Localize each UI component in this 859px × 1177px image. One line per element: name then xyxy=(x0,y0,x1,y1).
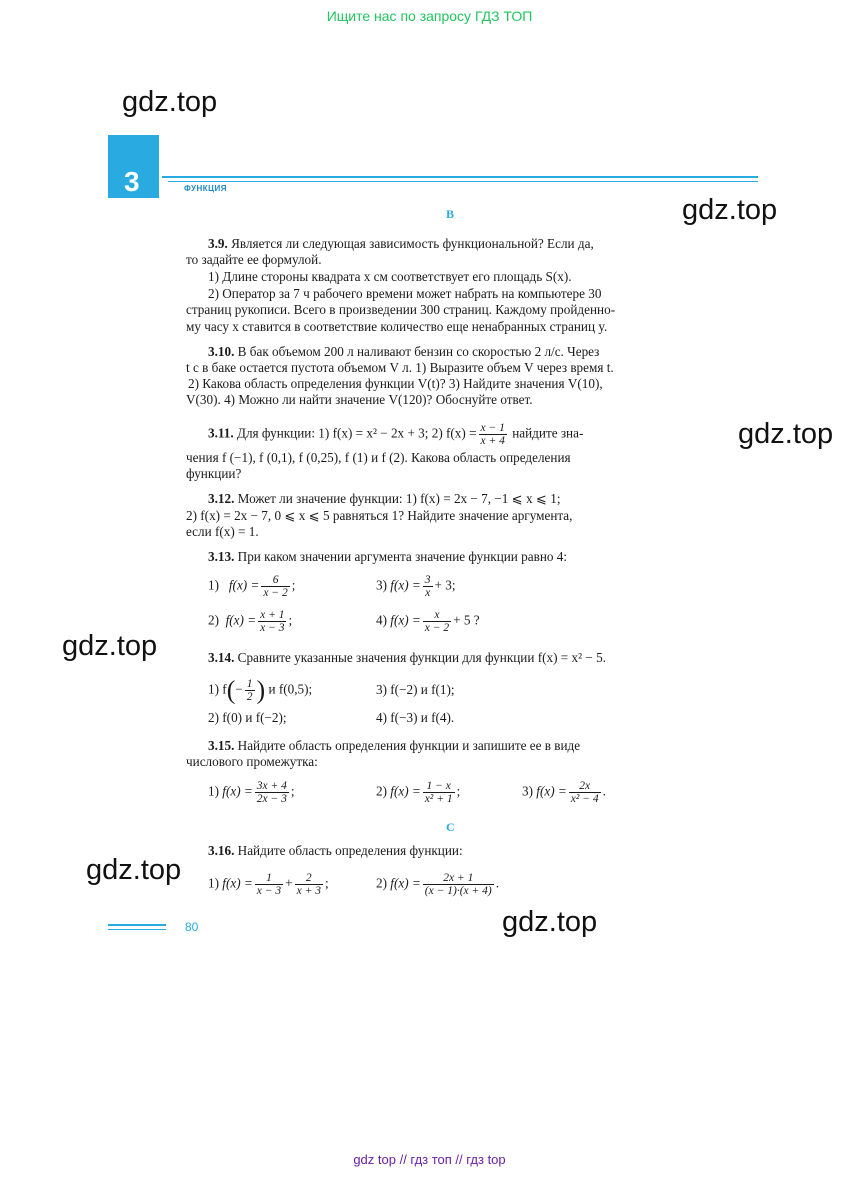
formula-tail: ; xyxy=(324,875,329,891)
denominator: x² + 1 xyxy=(424,793,453,805)
section-label: C xyxy=(446,820,455,834)
formula-item xyxy=(522,780,606,805)
numerator: 2 xyxy=(295,872,323,885)
formula-item xyxy=(376,609,480,634)
right-paren: ) xyxy=(256,675,266,705)
bottom-links[interactable]: gdz top // гдз топ // гдз top xyxy=(353,1152,506,1167)
watermark: gdz.top xyxy=(62,630,158,662)
problem-number: 3.14. xyxy=(208,650,235,665)
footer-rule xyxy=(108,924,166,926)
formula-tail: + 5 ? xyxy=(453,612,480,628)
denominator: x − 2 xyxy=(424,622,450,634)
section-label: B xyxy=(446,207,455,221)
formula-item: 1) f(− $\frac{1}{2}$ ) и f(0,5); xyxy=(208,675,313,705)
formula-lhs: f(x) = xyxy=(228,577,260,593)
problem-text: страниц рукописи. Всего в произведении 300 страниц. Каждому пройденно- xyxy=(186,302,616,317)
chapter-rule xyxy=(168,181,758,182)
item-label: 1) xyxy=(208,783,219,799)
problem-text: 2) Какова область определения функции V(t)? 3) Найдите значения V(10), xyxy=(188,376,603,391)
item-text: и f(0,5); xyxy=(268,681,313,697)
formula-item: 2) f(0) и f(−2); xyxy=(208,710,287,725)
problem-3-12-line xyxy=(208,491,561,507)
formula-lhs: f(x) = xyxy=(390,577,421,593)
problem-text: если f(x) = 1. xyxy=(186,524,259,539)
item-label: 1) xyxy=(208,577,219,593)
problem-text: му часу x ставится в соответствие количество еще ненабранных страниц y. xyxy=(186,319,608,334)
problem-text: Является ли следующая зависимость функциональной? Если да, xyxy=(231,236,594,251)
chapter-rule xyxy=(162,176,758,178)
formula-item xyxy=(376,780,460,805)
formula-tail: ; xyxy=(290,783,295,799)
problem-text: Найдите область определения функции и запишите ее в виде xyxy=(237,738,581,753)
problem-3-10-line xyxy=(208,344,599,360)
formula-item xyxy=(376,574,456,599)
formula-item xyxy=(376,872,499,897)
numerator: 6 xyxy=(261,574,289,587)
problem-text: функции? xyxy=(186,466,242,481)
fraction xyxy=(261,574,289,599)
item-label: 4) xyxy=(376,612,387,628)
item-label: 3) xyxy=(376,577,387,593)
problem-text: числового промежутка: xyxy=(186,754,318,769)
denominator: x + 4 xyxy=(480,435,505,447)
watermark: gdz.top xyxy=(682,194,778,226)
denominator: x − 3 xyxy=(256,885,282,897)
problem-number: 3.9. xyxy=(208,236,228,251)
problem-number: 3.13. xyxy=(208,549,235,564)
problem-text: t с в баке остается пустота объемом V л. 1) Выразите объем V через время t. xyxy=(186,360,614,375)
footer-rule xyxy=(108,929,166,930)
chapter-title: ФУНКЦИЯ xyxy=(184,184,228,193)
formula-tail: ; xyxy=(288,612,293,628)
problem-text: В бак объемом 200 л наливают бензин со скоростью 2 л/с. Через xyxy=(237,344,600,359)
problem-text: При каком значении аргумента значение функции равно 4: xyxy=(237,549,568,564)
item-label: 2) xyxy=(376,783,387,799)
denominator: x − 3 xyxy=(260,622,285,634)
fraction xyxy=(295,872,323,897)
fraction xyxy=(479,422,507,447)
denominator: 2x − 3 xyxy=(256,793,287,805)
numerator: x + 1 xyxy=(260,609,285,621)
plus-sign: + xyxy=(285,875,293,891)
page-number: 80 xyxy=(185,920,199,934)
formula-item xyxy=(208,780,295,805)
formula-lhs: f(x) = xyxy=(390,783,421,799)
problem-text: 2) f(x) = 2x − 7, 0 ⩽ x ⩽ 5 равняться 1? Найдите значение аргумента, xyxy=(186,508,573,523)
formula-item: 3) f(−2) и f(1); xyxy=(376,682,455,697)
watermark: gdz.top xyxy=(122,86,218,118)
fraction xyxy=(423,872,494,897)
formula-tail: ; xyxy=(291,577,296,593)
denominator: (x − 1)·(x + 4) xyxy=(424,885,492,897)
denominator: x xyxy=(425,587,431,599)
item-label: 2) xyxy=(376,875,387,891)
fraction xyxy=(258,609,286,634)
formula-item xyxy=(208,609,292,634)
numerator: 1 xyxy=(255,872,283,885)
formula-lhs: f(x) = xyxy=(225,612,257,628)
item-label: 2) xyxy=(208,612,219,628)
formula-lhs: f(x) = xyxy=(390,612,421,628)
formula-lhs: f(x) = xyxy=(222,783,253,799)
denominator: x − 2 xyxy=(263,587,288,599)
problem-text: Найдите область определения функции: xyxy=(237,843,463,858)
fraction xyxy=(255,780,289,805)
problem-text: то задайте ее формулой. xyxy=(186,252,322,267)
fraction xyxy=(569,780,601,805)
formula-item xyxy=(208,574,295,599)
numerator: 1 xyxy=(246,678,253,690)
fraction xyxy=(423,609,451,634)
problem-number: 3.15. xyxy=(208,738,235,753)
watermark: gdz.top xyxy=(502,906,598,938)
fraction xyxy=(255,872,283,897)
problem-text: V(30). 4) Можно ли найти значение V(120)? Обоснуйте ответ. xyxy=(186,392,533,407)
problem-3-11-line xyxy=(208,422,583,447)
left-paren: ( xyxy=(226,675,236,705)
problem-number: 3.16. xyxy=(208,843,235,858)
formula-tail: ; xyxy=(456,783,461,799)
problem-3-13-line xyxy=(208,549,567,565)
item-label: 1) xyxy=(208,875,219,891)
problem-text: Для функции: 1) f(x) = x² − 2x + 3; 2) f(x) = xyxy=(236,425,477,441)
formula-tail: . xyxy=(602,783,606,799)
problem-3-14-line xyxy=(208,650,606,666)
formula-tail: + 3; xyxy=(434,577,456,593)
numerator: x xyxy=(423,609,451,622)
numerator: 3x + 4 xyxy=(256,780,287,792)
problem-number: 3.11. xyxy=(208,425,234,441)
denominator: x + 3 xyxy=(296,885,321,897)
problem-number: 3.10. xyxy=(208,344,235,359)
fraction xyxy=(423,780,455,805)
item-label: 3) xyxy=(522,783,533,799)
top-banner[interactable]: Ищите нас по запросу ГДЗ ТОП xyxy=(326,8,533,24)
watermark: gdz.top xyxy=(738,418,834,450)
numerator: 3 xyxy=(424,574,431,586)
problem-3-9-line xyxy=(208,236,594,252)
numerator: 2x xyxy=(569,780,601,793)
formula-lhs: f(x) = xyxy=(222,875,253,891)
problem-3-16-line xyxy=(208,843,463,859)
numerator: 2x + 1 xyxy=(423,872,494,885)
problem-text: найдите зна- xyxy=(512,425,584,441)
problem-text: Сравните указанные значения функции для функции f(x) = x² − 5. xyxy=(237,650,606,665)
problem-text: Может ли значение функции: 1) f(x) = 2x − 7, −1 ⩽ x ⩽ 1; xyxy=(237,491,561,506)
denominator: x² − 4 xyxy=(570,793,599,805)
fraction xyxy=(245,678,255,703)
problem-3-15-line xyxy=(208,738,580,754)
formula-lhs: f(x) = xyxy=(536,783,567,799)
item-text: 1) f xyxy=(208,681,227,697)
chapter-number: 3 xyxy=(124,166,140,197)
fraction xyxy=(423,574,433,599)
problem-text: чения f (−1), f (0,1), f (0,25), f (1) и f (2). Какова область определения xyxy=(186,450,571,465)
problem-text: 2) Оператор за 7 ч рабочего времени может набрать на компьютере 30 xyxy=(208,286,602,301)
formula-tail: . xyxy=(495,875,500,891)
watermark: gdz.top xyxy=(86,854,182,886)
problem-text: 1) Длине стороны квадрата x см соответствует его площадь S(x). xyxy=(208,269,572,284)
denominator: 2 xyxy=(246,691,253,703)
numerator: 1 − x xyxy=(423,780,455,793)
numerator: x − 1 xyxy=(480,422,505,434)
formula-lhs: f(x) = xyxy=(390,875,421,891)
problem-number: 3.12. xyxy=(208,491,235,506)
formula-item: 4) f(−3) и f(4). xyxy=(376,710,455,725)
formula-item xyxy=(208,872,329,897)
